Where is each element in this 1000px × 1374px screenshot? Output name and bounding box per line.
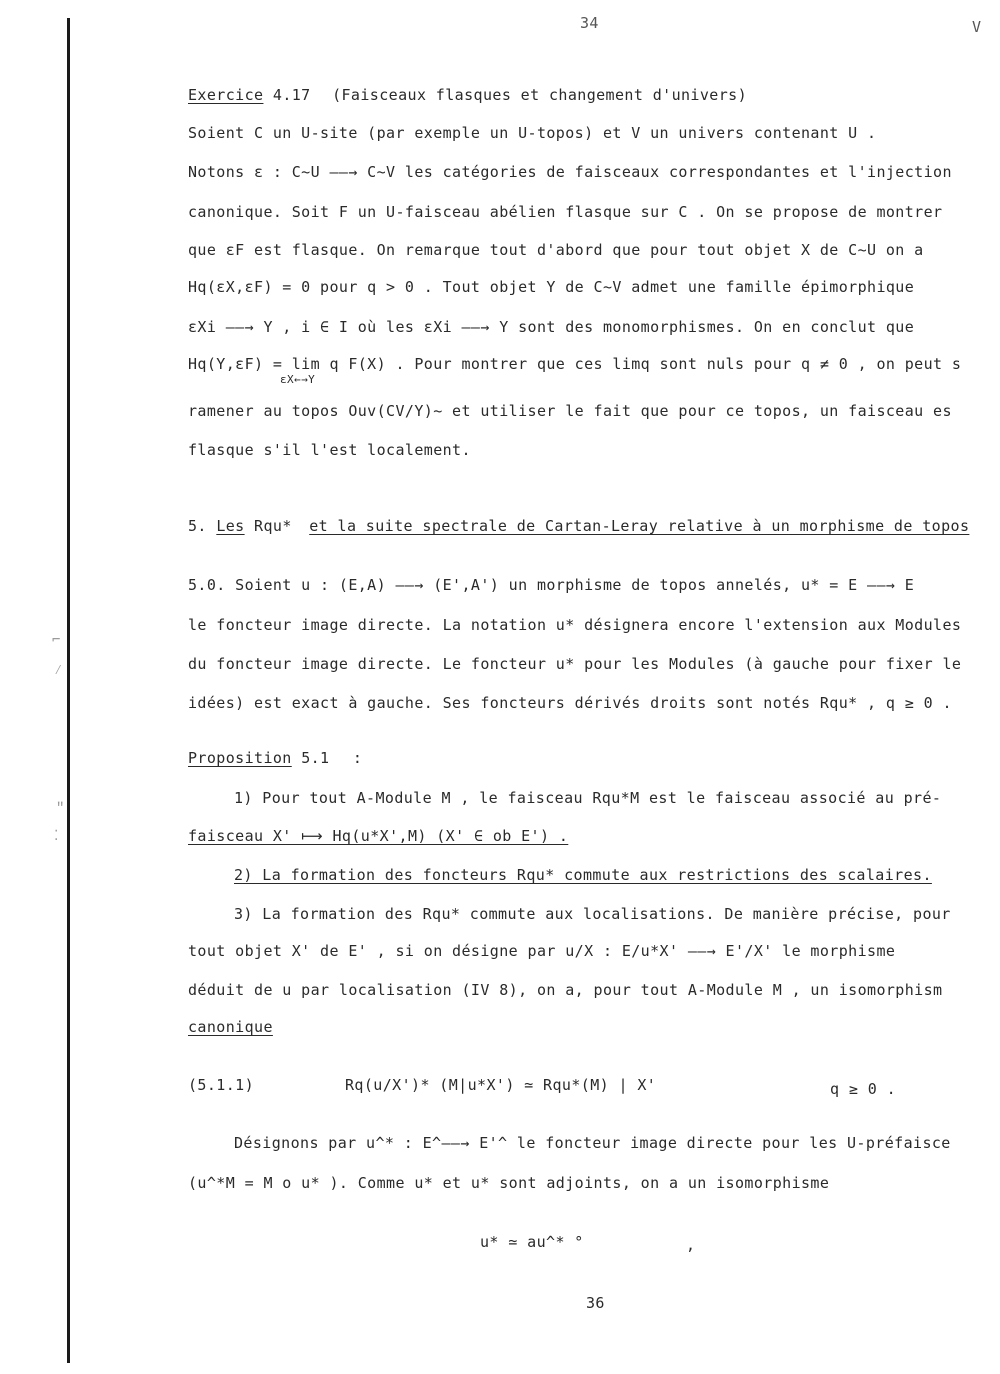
proposition-item: faisceau X' ⟼ Hq(u*X',M) (X' ∈ ob E') . (188, 827, 569, 845)
closing-formula: u* ≃ au^* ° (480, 1233, 584, 1251)
closing-line: (u^*M = M o u* ). Comme u* et u* sont adjoints, on a un isomorphisme (188, 1174, 830, 1192)
proposition-item: 2) La formation des foncteurs Rqu* commute aux restrictions des scalaires. (234, 866, 932, 884)
margin-mark: ʺ (56, 800, 65, 816)
margin-mark: ⌐ (52, 632, 61, 648)
exercice-line: que εF est flasque. On remarque tout d'abord que pour tout objet X de C~U on a (188, 241, 924, 259)
para-line: le foncteur image directe. La notation u* désignera encore l'extension aux Modules (188, 616, 962, 634)
left-margin-rule (67, 18, 70, 1363)
margin-mark: ⁚ (54, 828, 59, 844)
exercice-number: 4.17 (272, 86, 311, 104)
proposition-item: canonique (188, 1018, 273, 1036)
equation-label: (5.1.1) (188, 1076, 255, 1094)
section-number: 5. (188, 517, 207, 535)
exercice-label: Exercice (188, 86, 264, 104)
limit-index: εX←→Y (280, 373, 316, 386)
proposition-heading (188, 749, 362, 767)
closing-line: Désignons par u^* : E^——→ E'^ le foncteur image directe pour les U-préfaisce (234, 1134, 951, 1152)
exercice-title: (Faisceaux flasques et changement d'univers) (332, 86, 748, 104)
proposition-colon: : (352, 749, 363, 767)
proposition-number: 5.1 (301, 749, 330, 767)
proposition-label: Proposition (188, 749, 292, 767)
equation-condition: q ≥ 0 . (830, 1080, 897, 1098)
page-number-top: 34 (580, 14, 599, 32)
proposition-item: tout objet X' de E' , si on désigne par u/X : E/u*X' ——→ E'/X' le morphisme (188, 942, 896, 960)
para-line: du foncteur image directe. Le foncteur u* pour les Modules (à gauche pour fixer le (188, 655, 962, 673)
proposition-item: 1) Pour tout A-Module M , le faisceau Rqu*M est le faisceau associé au pré- (234, 789, 942, 807)
page-number-bottom: 36 (586, 1294, 605, 1312)
proposition-item: 3) La formation des Rqu* commute aux localisations. De manière précise, pour (234, 905, 951, 923)
para-line: idées) est exact à gauche. Ses foncteurs dérivés droits sont notés Rqu* , q ≥ 0 . (188, 694, 952, 712)
exercice-line: Soient C un U-site (par exemple un U-topos) et V un univers contenant U . (188, 124, 877, 142)
proposition-item: déduit de u par localisation (IV 8), on a, pour tout A-Module M , un isomorphism (188, 981, 943, 999)
exercice-line: Hq(εX,εF) = 0 pour q > 0 . Tout objet Y de C~V admet une famille épimorphique (188, 278, 915, 296)
section-word: Les (216, 517, 245, 535)
exercice-line: Hq(Y,εF) = lim q F(X) . Pour montrer que ces limq sont nuls pour q ≠ 0 , on peut s (188, 355, 962, 373)
section-symbol: Rqu* (254, 517, 292, 535)
exercice-line: εXi ——→ Y , i ∈ I où les εXi ——→ Y sont des monomorphismes. On en conclut que (188, 318, 915, 336)
chapter-marker: V (972, 18, 982, 36)
section-title: et la suite spectrale de Cartan-Leray relative à un morphisme de topos (309, 517, 970, 535)
exercice-heading (188, 86, 747, 104)
exercice-line: Notons ε : C~U ——→ C~V les catégories de faisceaux correspondantes et l'injection (188, 163, 952, 181)
section-heading (188, 517, 969, 535)
exercice-line: flasque s'il l'est localement. (188, 441, 471, 459)
para-line: 5.0. Soient u : (E,A) ——→ (E',A') un morphisme de topos annelés, u* = E ——→ E (188, 576, 915, 594)
equation-body: Rq(u/X')* (M|u*X') ≃ Rqu*(M) | X' (345, 1076, 657, 1094)
closing-comma: , (686, 1236, 696, 1254)
exercice-line: ramener au topos Ouv(CV/Y)~ et utiliser le fait que pour ce topos, un faisceau es (188, 402, 952, 420)
exercice-line: canonique. Soit F un U-faisceau abélien flasque sur C . On se propose de montrer (188, 203, 943, 221)
margin-mark: ⁄ (54, 662, 63, 678)
